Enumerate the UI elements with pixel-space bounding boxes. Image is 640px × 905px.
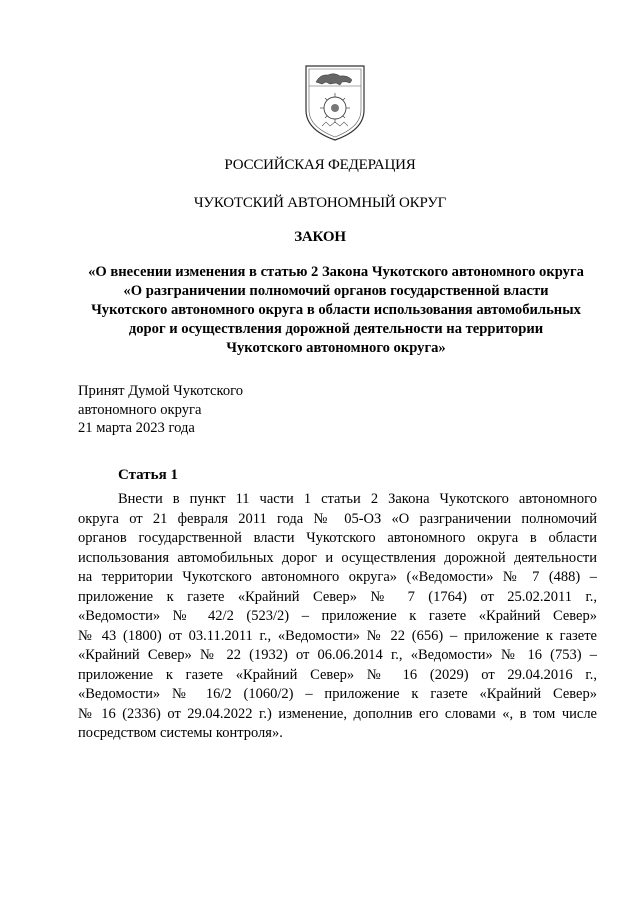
law-title-line: Чукотского автономного округа» bbox=[226, 340, 446, 356]
article-line: приложение к газете «Крайний Север» № 7 (1764) от 25.02.2011 г., bbox=[78, 588, 597, 605]
article-body bbox=[78, 490, 597, 744]
article-line-last: посредством системы контроля». bbox=[78, 725, 283, 741]
adoption-line: автономного округа bbox=[78, 401, 202, 418]
law-title-line: «О разграничении полномочий органов государственной власти bbox=[123, 283, 549, 299]
article-line: Внести в пункт 11 части 1 статьи 2 Закона Чукотского автономного bbox=[118, 491, 597, 507]
article-line: № 43 (1800) от 03.11.2011 г., «Ведомости» № 22 (656) – приложение к газете bbox=[78, 627, 597, 644]
adoption-line: Принят Думой Чукотского bbox=[78, 383, 244, 399]
article-line: «Ведомости» № 42/2 (523/2) – приложение к газете «Крайний Север» bbox=[78, 608, 597, 624]
article-line: на территории Чукотского автономного округа» («Ведомости» № 7 (488) – bbox=[78, 569, 597, 585]
article-heading: Статья 1 bbox=[118, 467, 178, 483]
law-title-line: «О внесении изменения в статью 2 Закона Чукотского автономного округа bbox=[88, 264, 584, 280]
article-line: «Ведомости» № 16/2 (1060/2) – приложение к газете «Крайний Север» bbox=[78, 686, 597, 702]
law-title-line: дорог и осуществления дорожной деятельности на территории bbox=[128, 321, 544, 337]
law-title-line: Чукотского автономного округа в области использования автомобильных bbox=[91, 302, 581, 318]
article-line: № 16 (2336) от 29.04.2022 г.) изменение, дополнив его словами «, в том числе bbox=[78, 705, 597, 722]
article-line: округа от 21 февраля 2011 года № 05-ОЗ «О разграничении полномочий bbox=[78, 510, 597, 527]
article-line: приложение к газете «Крайний Север» № 16 (2029) от 29.04.2016 г., bbox=[78, 666, 597, 683]
article-line: использования автомобильных дорог и осуществления дорожной деятельности bbox=[78, 549, 597, 566]
law-title bbox=[72, 263, 600, 358]
article-line: «Крайний Север» № 22 (1932) от 06.06.2014 г., «Ведомости» № 16 (753) – bbox=[78, 647, 597, 663]
chukotka-coat-of-arms-icon bbox=[300, 60, 370, 144]
okrug-heading: ЧУКОТСКИЙ АВТОНОМНЫЙ ОКРУГ bbox=[193, 195, 447, 211]
adoption-date: 21 марта 2023 года bbox=[78, 420, 195, 436]
document-type-heading: ЗАКОН bbox=[294, 229, 346, 245]
adoption-note bbox=[78, 382, 243, 438]
federation-heading: РОССИЙСКАЯ ФЕДЕРАЦИЯ bbox=[224, 157, 416, 173]
article-line: органов государственной власти Чукотского автономного округа в области bbox=[78, 530, 597, 546]
